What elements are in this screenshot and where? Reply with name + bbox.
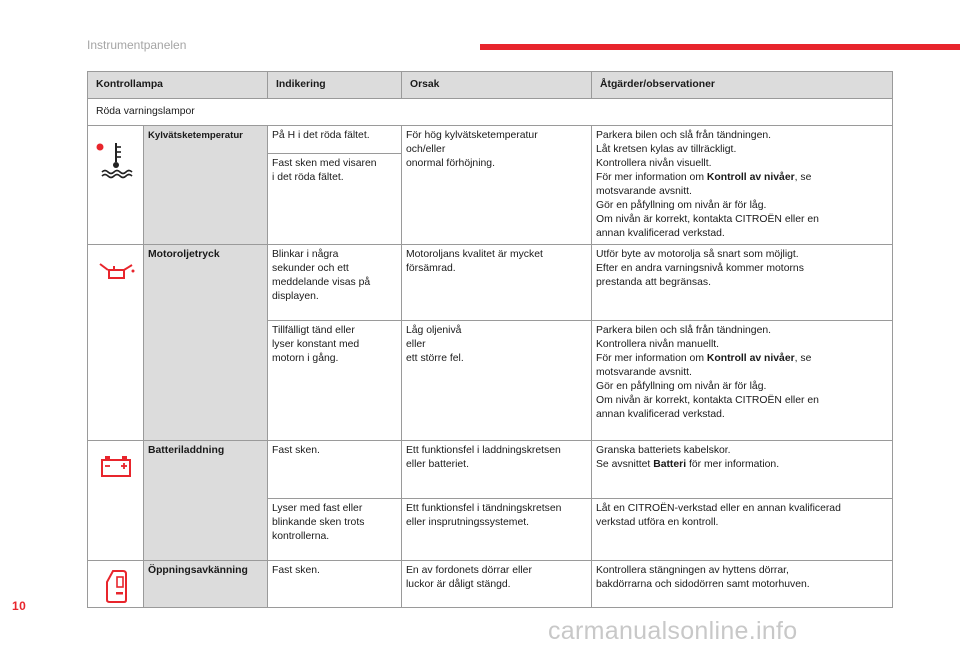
action-text: Parkera bilen och slå från tändningen. Kontrollera nivån manuellt. För mer information om — [596, 325, 772, 364]
watermark: carmanualsonline.info — [548, 617, 798, 645]
lamp-name: Batteriladdning — [144, 441, 268, 561]
indication-cell: Tillfälligt tänd eller lyser konstant med motorn i gång. — [268, 321, 402, 441]
column-header-cause: Orsak — [402, 72, 592, 99]
page-number: 10 — [12, 599, 27, 613]
lamp-icon-cell — [88, 561, 144, 608]
warning-lamp-table — [87, 71, 893, 608]
action-text: för mer information. — [686, 459, 780, 470]
cause-cell: En av fordonets dörrar eller luckor är dåligt stängd. — [402, 561, 592, 608]
lamp-name: Motoroljetryck — [144, 245, 268, 441]
action-text: , se motsvarande avsnitt. Gör en påfyllning om nivån är för låg. Om nivån är korrekt, kontakta CITROËN eller en annan kvalificerad verkstad. — [596, 353, 819, 420]
table-row — [88, 245, 893, 321]
column-header-action: Åtgärder/observationer — [592, 72, 893, 99]
table-row — [88, 561, 893, 608]
table-row — [88, 126, 893, 154]
cause-cell: Ett funktionsfel i tändningskretsen eller insprutningssystemet. — [402, 499, 592, 561]
cause-cell: Ett funktionsfel i laddningskretsen eller batteriet. — [402, 441, 592, 499]
column-header-indication: Indikering — [268, 72, 402, 99]
table-row — [88, 441, 893, 499]
column-header-lamp: Kontrollampa — [88, 72, 268, 99]
action-cell — [592, 441, 893, 499]
action-cell — [592, 321, 893, 441]
action-cell: Låt en CITROËN-verkstad eller en annan kvalificerad verkstad utföra en kontroll. — [592, 499, 893, 561]
page-header-title: Instrumentpanelen — [87, 38, 187, 52]
cause-cell: Motoroljans kvalitet är mycket försämrad. — [402, 245, 592, 321]
indication-cell: Fast sken med visaren i det röda fältet. — [268, 154, 402, 245]
action-link-text: Kontroll av nivåer — [706, 353, 795, 364]
open-door-icon — [103, 568, 129, 604]
indication-cell: Lyser med fast eller blinkande sken trots kontrollerna. — [268, 499, 402, 561]
indication-cell: På H i det röda fältet. — [268, 126, 402, 154]
section-title: Röda varningslampor — [88, 99, 893, 126]
indication-cell: Fast sken. — [268, 561, 402, 608]
indication-cell: Fast sken. — [268, 441, 402, 499]
indication-cell: Blinkar i några sekunder och ett meddelande visas på displayen. — [268, 245, 402, 321]
table-header-row — [88, 72, 893, 99]
action-cell: Utför byte av motorolja så snart som möjligt. Efter en andra varningsnivå kommer motorns prestanda att begränsas. — [592, 245, 893, 321]
lamp-icon-cell — [88, 441, 144, 561]
lamp-name: Öppningsavkänning — [144, 561, 268, 608]
lamp-name: Kylvätsketemperatur — [144, 126, 268, 245]
action-link-text: Batteri — [653, 459, 687, 470]
cause-cell: Låg oljenivå eller ett större fel. — [402, 321, 592, 441]
action-cell: Kontrollera stängningen av hyttens dörrar, bakdörrarna och sidodörren samt motorhuven. — [592, 561, 893, 608]
lamp-icon-cell — [88, 245, 144, 441]
coolant-temperature-icon — [96, 139, 136, 179]
action-link-text: Kontroll av nivåer — [706, 172, 795, 183]
battery-icon — [99, 454, 133, 478]
action-cell — [592, 126, 893, 245]
header-accent-bar — [480, 44, 960, 50]
action-text: , se motsvarande avsnitt. Gör en påfyllning om nivån är för låg. Om nivån är korrekt, kontakta CITROËN eller en annan kvalificerad verkstad. — [596, 172, 819, 239]
section-row — [88, 99, 893, 126]
cause-cell: För hög kylvätsketemperatur och/eller onormal förhöjning. — [402, 126, 592, 245]
action-text: Parkera bilen och slå från tändningen. Låt kretsen kylas av tillräckligt. Kontrollera nivån visuellt. För mer information om — [596, 130, 772, 183]
action-text: Granska batteriets kabelskor. Se avsnittet — [596, 445, 731, 470]
lamp-icon-cell — [88, 126, 144, 245]
oil-pressure-icon — [96, 258, 136, 282]
